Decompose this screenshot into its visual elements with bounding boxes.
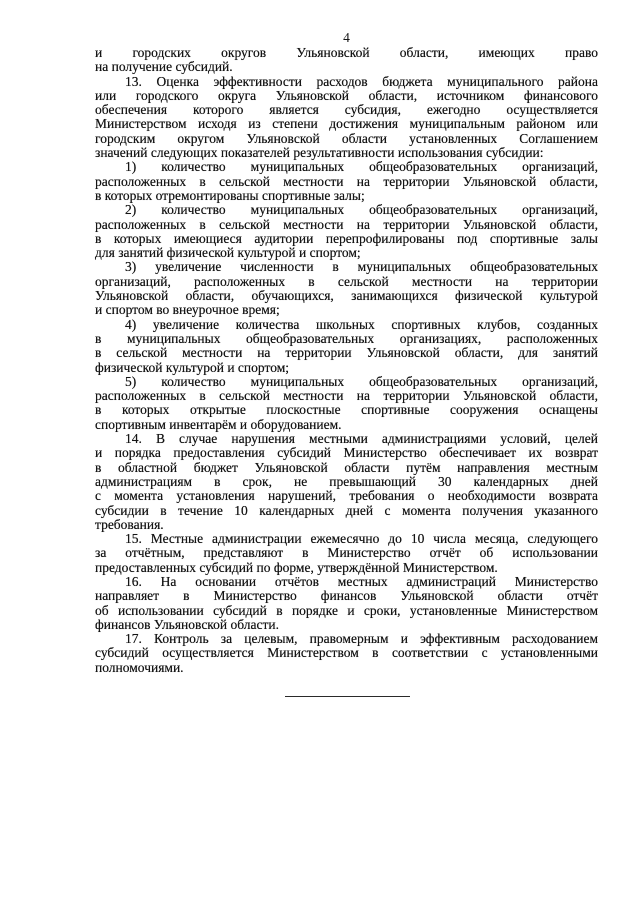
text-line: 3) увеличение численности в муниципальных общеобразовательных (125, 259, 598, 275)
text-line: полномочиями. (95, 659, 184, 675)
text-line: в муниципальных общеобразовательных организациях, расположенных (95, 330, 598, 346)
text-line: 15. Местные администрации ежемесячно до 10 числа месяца, следующего (125, 531, 598, 547)
text-line: финансов Ульяновской области. (95, 616, 280, 632)
list-item-2 (95, 203, 598, 260)
text-line: 2) количество муниципальных общеобразовательных организаций, (125, 202, 598, 218)
text-line: в которых отремонтированы спортивные залы; (95, 187, 365, 203)
list-item-1 (95, 160, 598, 203)
text-line: 17. Контроль за целевым, правомерным и эффективным расходованием (125, 631, 598, 647)
text-line: обеспечения которого является субсидия, ежегодно осуществляется (95, 102, 598, 118)
text-line: физической культурой и спортом; (95, 359, 289, 375)
text-line: Министерством исходя из степени достижения муниципальным районом или (95, 116, 598, 132)
text-line: требования. (95, 516, 164, 532)
text-line: расположенных в сельской местности на территории Ульяновской области, (95, 216, 598, 232)
list-item-5 (95, 375, 598, 432)
text-line: спортивным инвентарём и оборудованием. (95, 416, 342, 432)
text-line: направляет в Министерство финансов Ульяновской области отчёт (95, 588, 598, 604)
paragraph-15 (95, 532, 598, 575)
text-line: расположенных в сельской местности на территории Ульяновской области, (95, 173, 598, 189)
text-line: субсидий осуществляется Министерством в соответствии с установленными (95, 645, 598, 661)
text-line: с момента установления нарушений, требования о необходимости возврата (95, 488, 598, 504)
separator-line (285, 696, 410, 697)
text-line: 1) количество муниципальных общеобразовательных организаций, (125, 159, 598, 175)
text-line: об использовании субсидий в порядке и сроки, установленные Министерством (95, 602, 598, 618)
text-line: или городского округа Ульяновской области, источником финансового (95, 87, 598, 103)
text-line: в которых открытые плоскостные спортивные сооружения оснащены (95, 402, 598, 418)
paragraph-14 (95, 432, 598, 532)
text-line: и городских округов Ульяновской области, имеющих право (95, 45, 598, 60)
list-item-4 (95, 318, 598, 375)
text-line: для занятий физической культурой и спортом; (95, 245, 361, 261)
text-line: 13. Оценка эффективности расходов бюджета муниципального района (125, 73, 598, 89)
text-line: на получение субсидий. (95, 59, 233, 75)
text-line: за отчётным, представляют в Министерство отчёт об использовании (95, 545, 598, 561)
list-item-3 (95, 260, 598, 317)
document-body (95, 46, 598, 675)
text-line: 14. В случае нарушения местными администрациями условий, целей (125, 431, 598, 447)
text-line: и спортом во внеурочное время; (95, 302, 280, 318)
text-line: Ульяновской области, обучающихся, занимающихся физической культурой (95, 288, 598, 304)
text-line: администрациям в срок, не превышающий 30 календарных дней (95, 473, 598, 489)
text-line: 5) количество муниципальных общеобразовательных организаций, (125, 373, 598, 389)
text-line: предоставленных субсидий по форме, утверждённой Министерством. (95, 559, 498, 575)
text-line: в которых имеющиеся аудитории перепрофилированы под спортивные залы (95, 230, 598, 246)
text-line: и порядка предоставления субсидий Министерство обеспечивает их возврат (95, 445, 598, 461)
paragraph-17 (95, 632, 598, 675)
paragraph-continuation (95, 46, 598, 75)
page-number: 4 (343, 30, 350, 45)
text-line: значений следующих показателей результативности использования субсидии: (95, 145, 544, 161)
text-line: расположенных в сельской местности на территории Ульяновской области, (95, 388, 598, 404)
text-line: субсидии в течение 10 календарных дней с момента получения указанного (95, 502, 598, 518)
paragraph-13 (95, 75, 598, 161)
paragraph-16 (95, 575, 598, 632)
text-line: 4) увеличение количества школьных спортивных клубов, созданных (125, 316, 598, 332)
text-line: в областной бюджет Ульяновской области путём направления местным (95, 459, 598, 475)
text-line: организаций, расположенных в сельской местности на территории (95, 273, 598, 289)
text-line: 16. На основании отчётов местных администраций Министерство (125, 573, 598, 589)
text-line: городским округом Ульяновской области установленных Соглашением (95, 130, 598, 146)
text-line: в сельской местности на территории Ульяновской области, для занятий (95, 345, 598, 361)
